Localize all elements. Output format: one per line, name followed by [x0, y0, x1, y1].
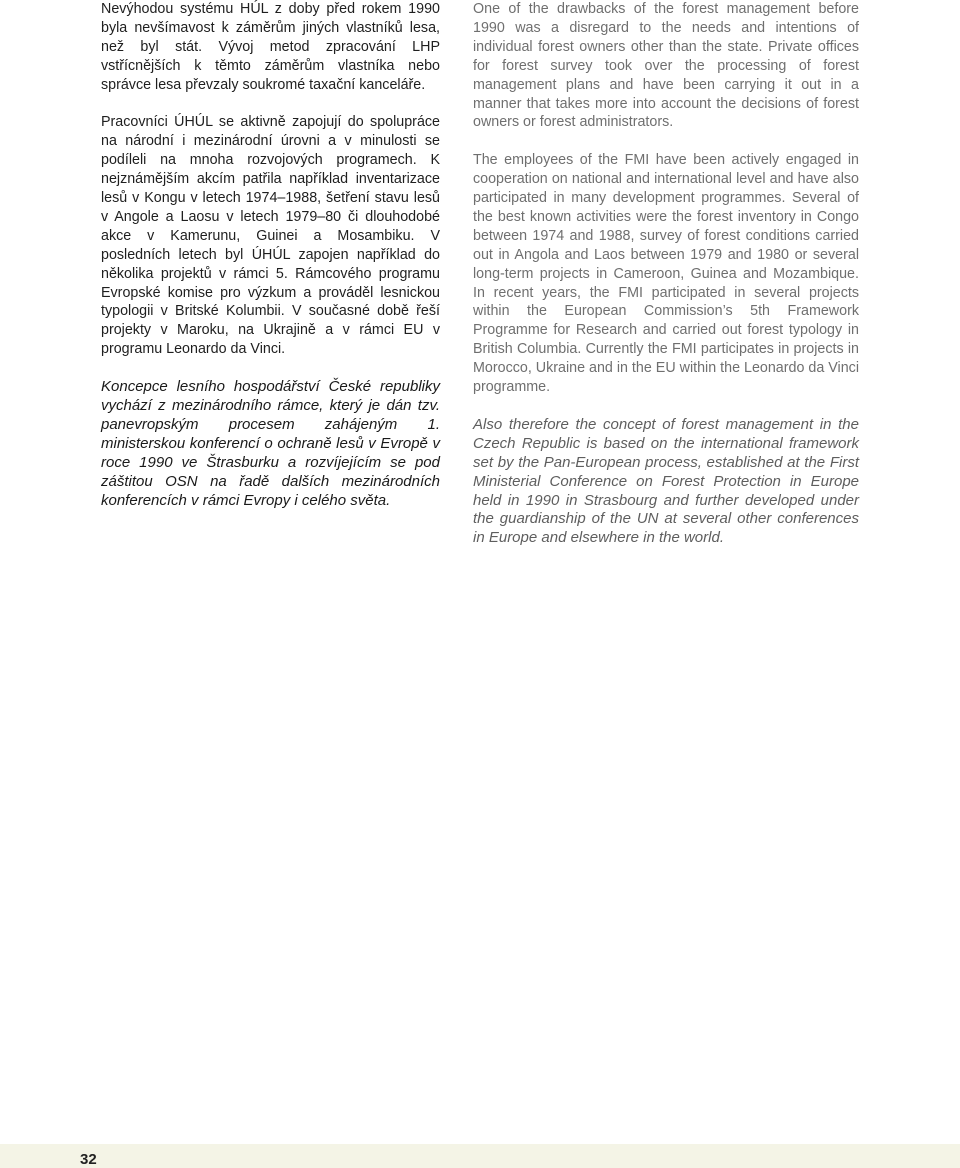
paragraph-spacer	[473, 132, 859, 151]
paragraph-spacer	[473, 397, 859, 416]
page-number: 32	[80, 1151, 97, 1168]
czech-paragraph-international-cooperation: Pracovníci ÚHÚL se aktivně zapojují do spolupráce na národní i mezinárodní úrovni a v minulosti se podíleli na mnoha rozvojových programech. K nejznámějším akcím patřila například inventarizace lesů v Kongu v letech 1974–1988, šetření stavu lesů v Angole a Laosu v letech 1979–80 či dlouhodobé akce v Kamerunu, Guinei a Mosambiku. V posledních letech byl ÚHÚL zapojen například do několika projektů v rámci 5. Rámcového programu Evropské komise pro výzkum a prováděl lesnickou typologii v Britské Kolumbii. V současné době řeší projekty v Maroku, na Ukrajině a v rámci EU v programu Leonardo da Vinci.	[101, 114, 440, 358]
english-italic-concept-paragraph: Also therefore the concept of forest management in the Czech Republic is based on the international framework set by the Pan-European process, established at the First Ministerial Conference on Forest Protection in Europe held in 1990 in Strasbourg and further developed under the guardianship of the UN at several other conferences in Europe and elsewhere in the world.	[473, 415, 859, 547]
english-text-column	[473, 0, 859, 548]
english-paragraph-international-cooperation: The employees of the FMI have been actively engaged in cooperation on national and international level and have also participated in many development programmes. Several of the best known activities were the forest inventory in Congo between 1974 and 1988, survey of forest conditions carried out in Angola and Laos between 1979 and 1980 or several long-term projects in Cameroon, Guinea and Mozambique. In recent years, the FMI participated in several projects within the European Commission’s 5th Framework Programme for Research and carried out forest typology in British Columbia. Currently the FMI participates in projects in Morocco, Ukraine and in the EU within the Leonardo da Vinci programme.	[473, 152, 859, 396]
footer-band	[0, 1144, 960, 1168]
czech-text-column	[101, 0, 440, 510]
paragraph-spacer	[101, 95, 440, 114]
paragraph-spacer	[101, 359, 440, 378]
czech-paragraph-forest-management-history: Nevýhodou systému HÚL z doby před rokem 1990 byla nevšímavost k záměrům jiných vlastníků lesa, než byl stát. Vývoj metod zpracování LHP vstřícnějších k těmto záměrům vlastníka nebo správce lesa převzaly soukromé taxační kanceláře.	[101, 1, 440, 93]
english-paragraph-forest-management-history: One of the drawbacks of the forest management before 1990 was a disregard to the needs and intentions of individual forest owners other than the state. Private offices for forest survey took over the processing of forest management plans and have been carrying it out in a manner that takes more into account the decisions of forest owners or forest administrators.	[473, 1, 859, 131]
czech-italic-concept-paragraph: Koncepce lesního hospodářství České republiky vychází z mezinárodního rámce, který je dán tzv. panevropským procesem zahájeným 1. ministerskou konferencí o ochraně lesů v Evropě v roce 1990 ve Štrasburku a rozvíjejícím se pod záštitou OSN na řadě dalších mezinárodních konferencích v rámci Evropy i celého světa.	[101, 378, 440, 509]
